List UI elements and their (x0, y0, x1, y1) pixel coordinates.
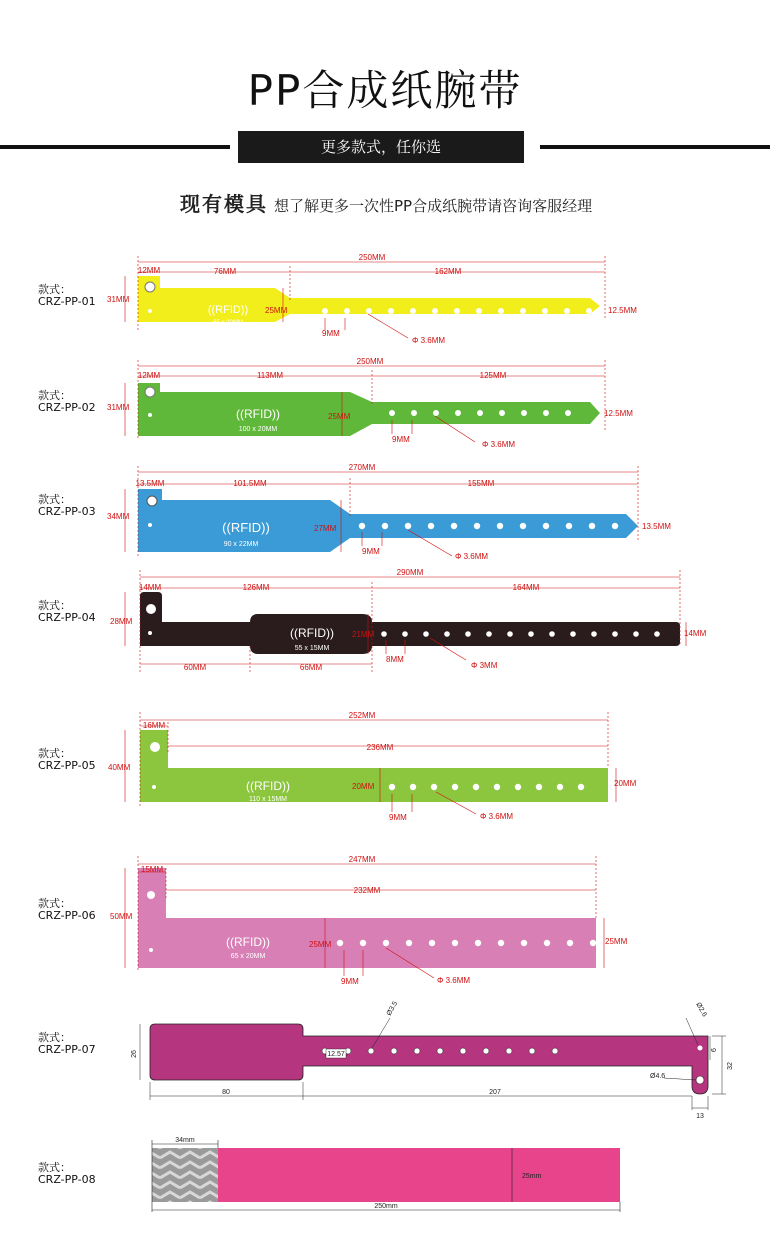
punch-hole (507, 631, 513, 637)
svg-text:40MM: 40MM (108, 763, 131, 772)
svg-text:164MM: 164MM (512, 583, 540, 592)
punch-hole (578, 784, 584, 790)
svg-text:((RFID)): ((RFID)) (290, 626, 334, 640)
band-02-body (138, 383, 600, 436)
punch-hole (410, 784, 416, 790)
band-04-body (140, 592, 680, 654)
punch-hole (483, 1048, 489, 1054)
svg-text:34MM: 34MM (107, 512, 130, 521)
svg-text:236MM: 236MM (366, 743, 394, 752)
punch-hole (366, 308, 372, 314)
rfid-size-01: 65 x 20MM (213, 320, 243, 326)
svg-text:60MM: 60MM (183, 663, 207, 672)
punch-hole (528, 631, 534, 637)
punch-hole (590, 940, 596, 946)
svg-text:126MM: 126MM (242, 583, 270, 592)
svg-text:34mm: 34mm (175, 1137, 195, 1144)
punch-hole (498, 308, 504, 314)
punch-hole (567, 940, 573, 946)
style-label-06: 款式： CRZ-PP-06 (38, 897, 96, 922)
band-03-body (138, 489, 638, 552)
svg-text:9MM: 9MM (389, 813, 407, 822)
band-08-body (218, 1148, 620, 1202)
band-01-snap (145, 282, 155, 292)
style-label-05: 款式： CRZ-PP-05 (38, 747, 96, 772)
band-08-adhesive (152, 1148, 218, 1202)
svg-text:32: 32 (727, 1062, 734, 1070)
punch-hole (389, 410, 395, 416)
svg-text:110 x 15MM: 110 x 15MM (249, 796, 287, 803)
punch-hole (506, 1048, 512, 1054)
wristband-05 (108, 711, 637, 822)
style-label-08: 款式： CRZ-PP-08 (38, 1161, 96, 1186)
svg-text:250MM: 250MM (358, 253, 386, 262)
svg-text:Φ 3.6MM: Φ 3.6MM (412, 336, 446, 345)
svg-text:((RFID)): ((RFID)) (246, 779, 290, 793)
style-label-07: 款式： CRZ-PP-07 (38, 1031, 96, 1056)
punch-hole (410, 308, 416, 314)
punch-hole (381, 631, 387, 637)
style-label-03: 款式： CRZ-PP-03 (38, 493, 96, 518)
svg-text:Ø4.6: Ø4.6 (650, 1073, 666, 1080)
punch-hole (543, 410, 549, 416)
svg-text:28MM: 28MM (110, 617, 133, 626)
band-06-body (138, 868, 596, 968)
svg-text:31MM: 31MM (107, 403, 130, 412)
punch-hole (429, 940, 435, 946)
svg-text:Φ 3.6MM: Φ 3.6MM (455, 552, 489, 561)
svg-text:55 x 15MM: 55 x 15MM (294, 645, 330, 652)
svg-text:Ø3.5: Ø3.5 (385, 1000, 400, 1017)
svg-text:12.57: 12.57 (327, 1051, 345, 1058)
svg-text:6: 6 (711, 1048, 718, 1052)
punch-hole (477, 410, 483, 416)
punch-hole (428, 523, 434, 529)
svg-text:13.5MM: 13.5MM (642, 522, 671, 531)
punch-hole (521, 940, 527, 946)
svg-text:Φ 3MM: Φ 3MM (471, 661, 498, 670)
svg-text:15MM: 15MM (140, 865, 164, 874)
punch-hole (460, 1048, 466, 1054)
punch-hole (473, 784, 479, 790)
svg-text:Φ 3.6MM: Φ 3.6MM (482, 440, 516, 449)
svg-text:76MM: 76MM (213, 267, 237, 276)
punch-hole (402, 631, 408, 637)
punch-hole (612, 523, 618, 529)
svg-text:12.5MM: 12.5MM (604, 409, 633, 418)
promo-badge: 更多款式，任你选 (238, 131, 524, 163)
page-title: PP合成纸腕带 (247, 66, 523, 115)
svg-text:247MM: 247MM (348, 855, 376, 864)
svg-text:20MM: 20MM (614, 779, 637, 788)
svg-text:250MM: 250MM (356, 357, 384, 366)
svg-text:65 x 20MM: 65 x 20MM (230, 953, 266, 960)
svg-text:9MM: 9MM (341, 977, 359, 986)
punch-hole (549, 631, 555, 637)
punch-hole (452, 784, 458, 790)
wristband-08 (152, 1137, 620, 1212)
svg-text:12.5MM: 12.5MM (608, 306, 637, 315)
svg-text:125MM: 125MM (479, 371, 507, 380)
punch-hole (476, 308, 482, 314)
svg-text:9MM: 9MM (362, 547, 380, 556)
wristband-04 (110, 568, 707, 672)
svg-text:9MM: 9MM (392, 435, 410, 444)
punch-hole (454, 308, 460, 314)
punch-hole (542, 308, 548, 314)
svg-text:25MM: 25MM (265, 306, 288, 315)
punch-hole (586, 308, 592, 314)
punch-hole (344, 308, 350, 314)
svg-text:290MM: 290MM (396, 568, 424, 577)
svg-text:113MM: 113MM (256, 371, 284, 380)
punch-hole (564, 308, 570, 314)
punch-hole (520, 308, 526, 314)
punch-hole (437, 1048, 443, 1054)
svg-text:207: 207 (489, 1089, 501, 1096)
punch-hole (570, 631, 576, 637)
svg-text:31MM: 31MM (107, 295, 130, 304)
subtitle-bold: 现有模具 (180, 192, 268, 216)
svg-text:155MM: 155MM (467, 479, 495, 488)
svg-text:100 x 20MM: 100 x 20MM (238, 426, 278, 433)
punch-hole (529, 1048, 535, 1054)
punch-hole (359, 523, 365, 529)
punch-hole (474, 523, 480, 529)
svg-text:14MM: 14MM (138, 583, 162, 592)
punch-hole (411, 410, 417, 416)
svg-text:((RFID)): ((RFID)) (226, 935, 270, 949)
svg-text:232MM: 232MM (353, 886, 381, 895)
svg-text:14MM: 14MM (684, 629, 707, 638)
punch-hole (389, 784, 395, 790)
punch-hole (382, 523, 388, 529)
punch-hole (433, 410, 439, 416)
punch-hole (515, 784, 521, 790)
punch-hole (536, 784, 542, 790)
svg-text:101.5MM: 101.5MM (233, 479, 267, 488)
punch-hole (432, 308, 438, 314)
svg-text:Φ 3.6MM: Φ 3.6MM (437, 976, 471, 985)
punch-hole (543, 523, 549, 529)
punch-hole (520, 523, 526, 529)
svg-text:21MM: 21MM (352, 630, 375, 639)
svg-text:12MM: 12MM (137, 371, 161, 380)
svg-text:12MM: 12MM (137, 266, 161, 275)
punch-hole (414, 1048, 420, 1054)
svg-text:66MM: 66MM (299, 663, 323, 672)
svg-text:25MM: 25MM (328, 412, 351, 421)
punch-hole (452, 940, 458, 946)
punch-hole (360, 940, 366, 946)
punch-hole (405, 523, 411, 529)
svg-text:16MM: 16MM (142, 721, 166, 730)
punch-hole (383, 940, 389, 946)
punch-hole (497, 523, 503, 529)
style-label-04: 款式： CRZ-PP-04 (38, 599, 96, 624)
punch-hole (322, 308, 328, 314)
rfid-label-01: ((RFID)) (207, 304, 249, 316)
punch-hole (455, 410, 461, 416)
style-label-02: 款式： CRZ-PP-02 (38, 389, 96, 414)
svg-text:27MM: 27MM (314, 524, 337, 533)
punch-hole (633, 631, 639, 637)
punch-hole (337, 940, 343, 946)
band-05-body (140, 730, 608, 802)
wristband-06 (110, 855, 628, 986)
svg-text:162MM: 162MM (434, 267, 462, 276)
svg-text:250mm: 250mm (374, 1203, 398, 1210)
punch-hole (444, 631, 450, 637)
svg-text:13: 13 (696, 1113, 704, 1120)
punch-hole (544, 940, 550, 946)
svg-text:Ø2.6: Ø2.6 (694, 1001, 708, 1019)
punch-hole (486, 631, 492, 637)
punch-hole (391, 1048, 397, 1054)
punch-hole (499, 410, 505, 416)
punch-hole (566, 523, 572, 529)
svg-text:8MM: 8MM (386, 655, 404, 664)
svg-text:20MM: 20MM (352, 782, 375, 791)
svg-text:80: 80 (222, 1089, 230, 1096)
svg-text:Φ 3.6MM: Φ 3.6MM (480, 812, 514, 821)
punch-hole (475, 940, 481, 946)
punch-hole (388, 308, 394, 314)
wristband-01 (107, 253, 637, 345)
subtitle-text: 想了解更多一次性PP合成纸腕带请咨询客服经理 (274, 197, 593, 215)
wristband-03 (107, 463, 671, 561)
punch-hole (565, 410, 571, 416)
punch-hole (451, 523, 457, 529)
punch-hole (557, 784, 563, 790)
punch-hole (423, 631, 429, 637)
punch-hole (498, 940, 504, 946)
svg-text:26: 26 (131, 1050, 138, 1058)
wristband-02 (107, 357, 633, 449)
svg-text:50MM: 50MM (110, 912, 133, 921)
punch-hole (612, 631, 618, 637)
wristband-07 (131, 1000, 734, 1120)
svg-text:((RFID)): ((RFID)) (236, 407, 280, 421)
svg-text:25mm: 25mm (522, 1173, 542, 1180)
svg-text:((RFID)): ((RFID)) (222, 520, 270, 535)
svg-text:9MM: 9MM (322, 329, 340, 338)
punch-hole (589, 523, 595, 529)
svg-text:25MM: 25MM (309, 940, 332, 949)
svg-text:90 x 22MM: 90 x 22MM (223, 541, 259, 548)
punch-hole (521, 410, 527, 416)
punch-hole (591, 631, 597, 637)
svg-text:13.5MM: 13.5MM (135, 479, 165, 488)
band-07-body (150, 1024, 708, 1094)
svg-text:270MM: 270MM (348, 463, 376, 472)
punch-hole (406, 940, 412, 946)
style-label-01: 款式： CRZ-PP-01 (38, 283, 96, 308)
punch-hole (552, 1048, 558, 1054)
punch-hole (431, 784, 437, 790)
punch-hole (654, 631, 660, 637)
svg-text:252MM: 252MM (348, 711, 376, 720)
punch-hole (494, 784, 500, 790)
punch-hole (368, 1048, 374, 1054)
punch-hole (465, 631, 471, 637)
svg-text:25MM: 25MM (605, 937, 628, 946)
